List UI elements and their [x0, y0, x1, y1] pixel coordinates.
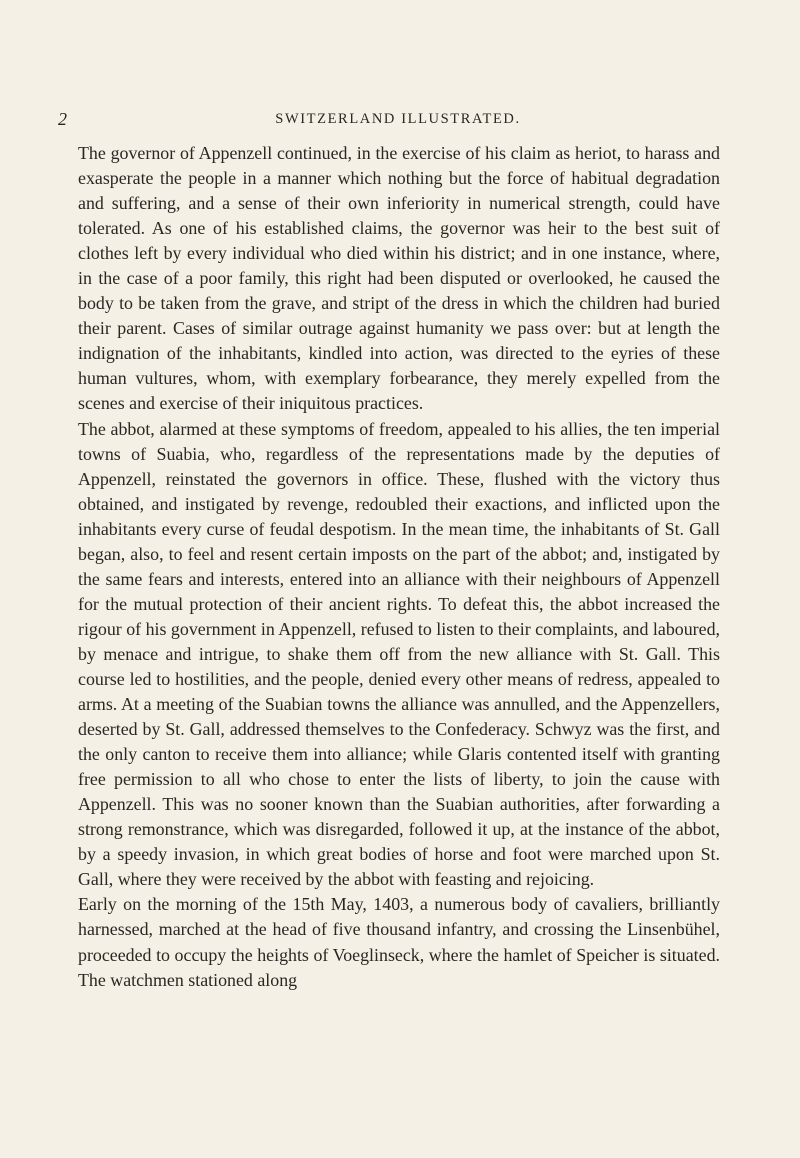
paragraph: The abbot, alarmed at these symptoms of freedom, appealed to his allies, the ten imperial towns of Suabia, who, regardless of the representations made by the deputies of Appenzell, reinstated the governors in office. These, flushed with the victory thus obtained, and instigated by revenge, redoubled their exactions, and inflicted upon the inhabitants every curse of feudal despotism. In the mean time, the inhabitants of St. Gall began, also, to feel and resent certain imposts on the part of the abbot; and, instigated by the same fears and interests, entered into an alliance with their neighbours of Appenzell for the mutual protection of their ancient rights. To defeat this, the abbot increased the rigour of his government in Appenzell, refused to listen to their complaints, and laboured, by menace and intrigue, to shake them off from the new alliance with St. Gall. This course led to hostilities, and the people, denied every other means of redress, appealed to arms. At a meeting of the Suabian towns the alliance was annulled, and the Appenzellers, deserted by St. Gall, addressed themselves to the Confederacy. Schwyz was the first, and the only canton to receive them into alliance; while Glaris contented itself with granting free permission to all who chose to enter the lists of liberty, to join the cause with Appenzell. This was no sooner known than the Suabian authorities, after forwarding a strong remonstrance, which was disregarded, followed it up, at the instance of the abbot, by a speedy invasion, in which great bodies of horse and foot were marched upon St. Gall, where they were received by the abbot with feasting and rejoicing. — [78, 418, 720, 890]
body-text — [78, 141, 720, 993]
paragraph: The governor of Appenzell continued, in the exercise of his claim as heriot, to harass and exasperate the people in a manner which nothing but the force of habitual degradation and suffering, and a sense of their own inferiority in numerical strength, could have tolerated. As one of his established claims, the governor was heir to the best suit of clothes left by every individual who died within his district; and in one instance, where, in the case of a poor family, this right had been disputed or overlooked, he caused the body to be taken from the grave, and stript of the dress in which the children had buried their parent. Cases of similar outrage against humanity we pass over: but at length the indignation of the inhabitants, kindled into action, was directed to the eyries of these human vultures, whom, with exemplary forbearance, they merely expelled from the scenes and exercise of their iniquitous practices. — [78, 143, 720, 414]
paragraph: Early on the morning of the 15th May, 1403, a numerous body of cavaliers, brilliantly harnessed, marched at the head of five thousand infantry, and crossing the Linsenbühel, proceeded to occupy the heights of Voeglinseck, where the hamlet of Speicher is situated. The watchmen stationed along — [78, 894, 720, 990]
page-number: 2 — [58, 109, 67, 129]
running-head: SWITZERLAND ILLUSTRATED. — [275, 111, 521, 127]
page-header — [58, 109, 738, 133]
